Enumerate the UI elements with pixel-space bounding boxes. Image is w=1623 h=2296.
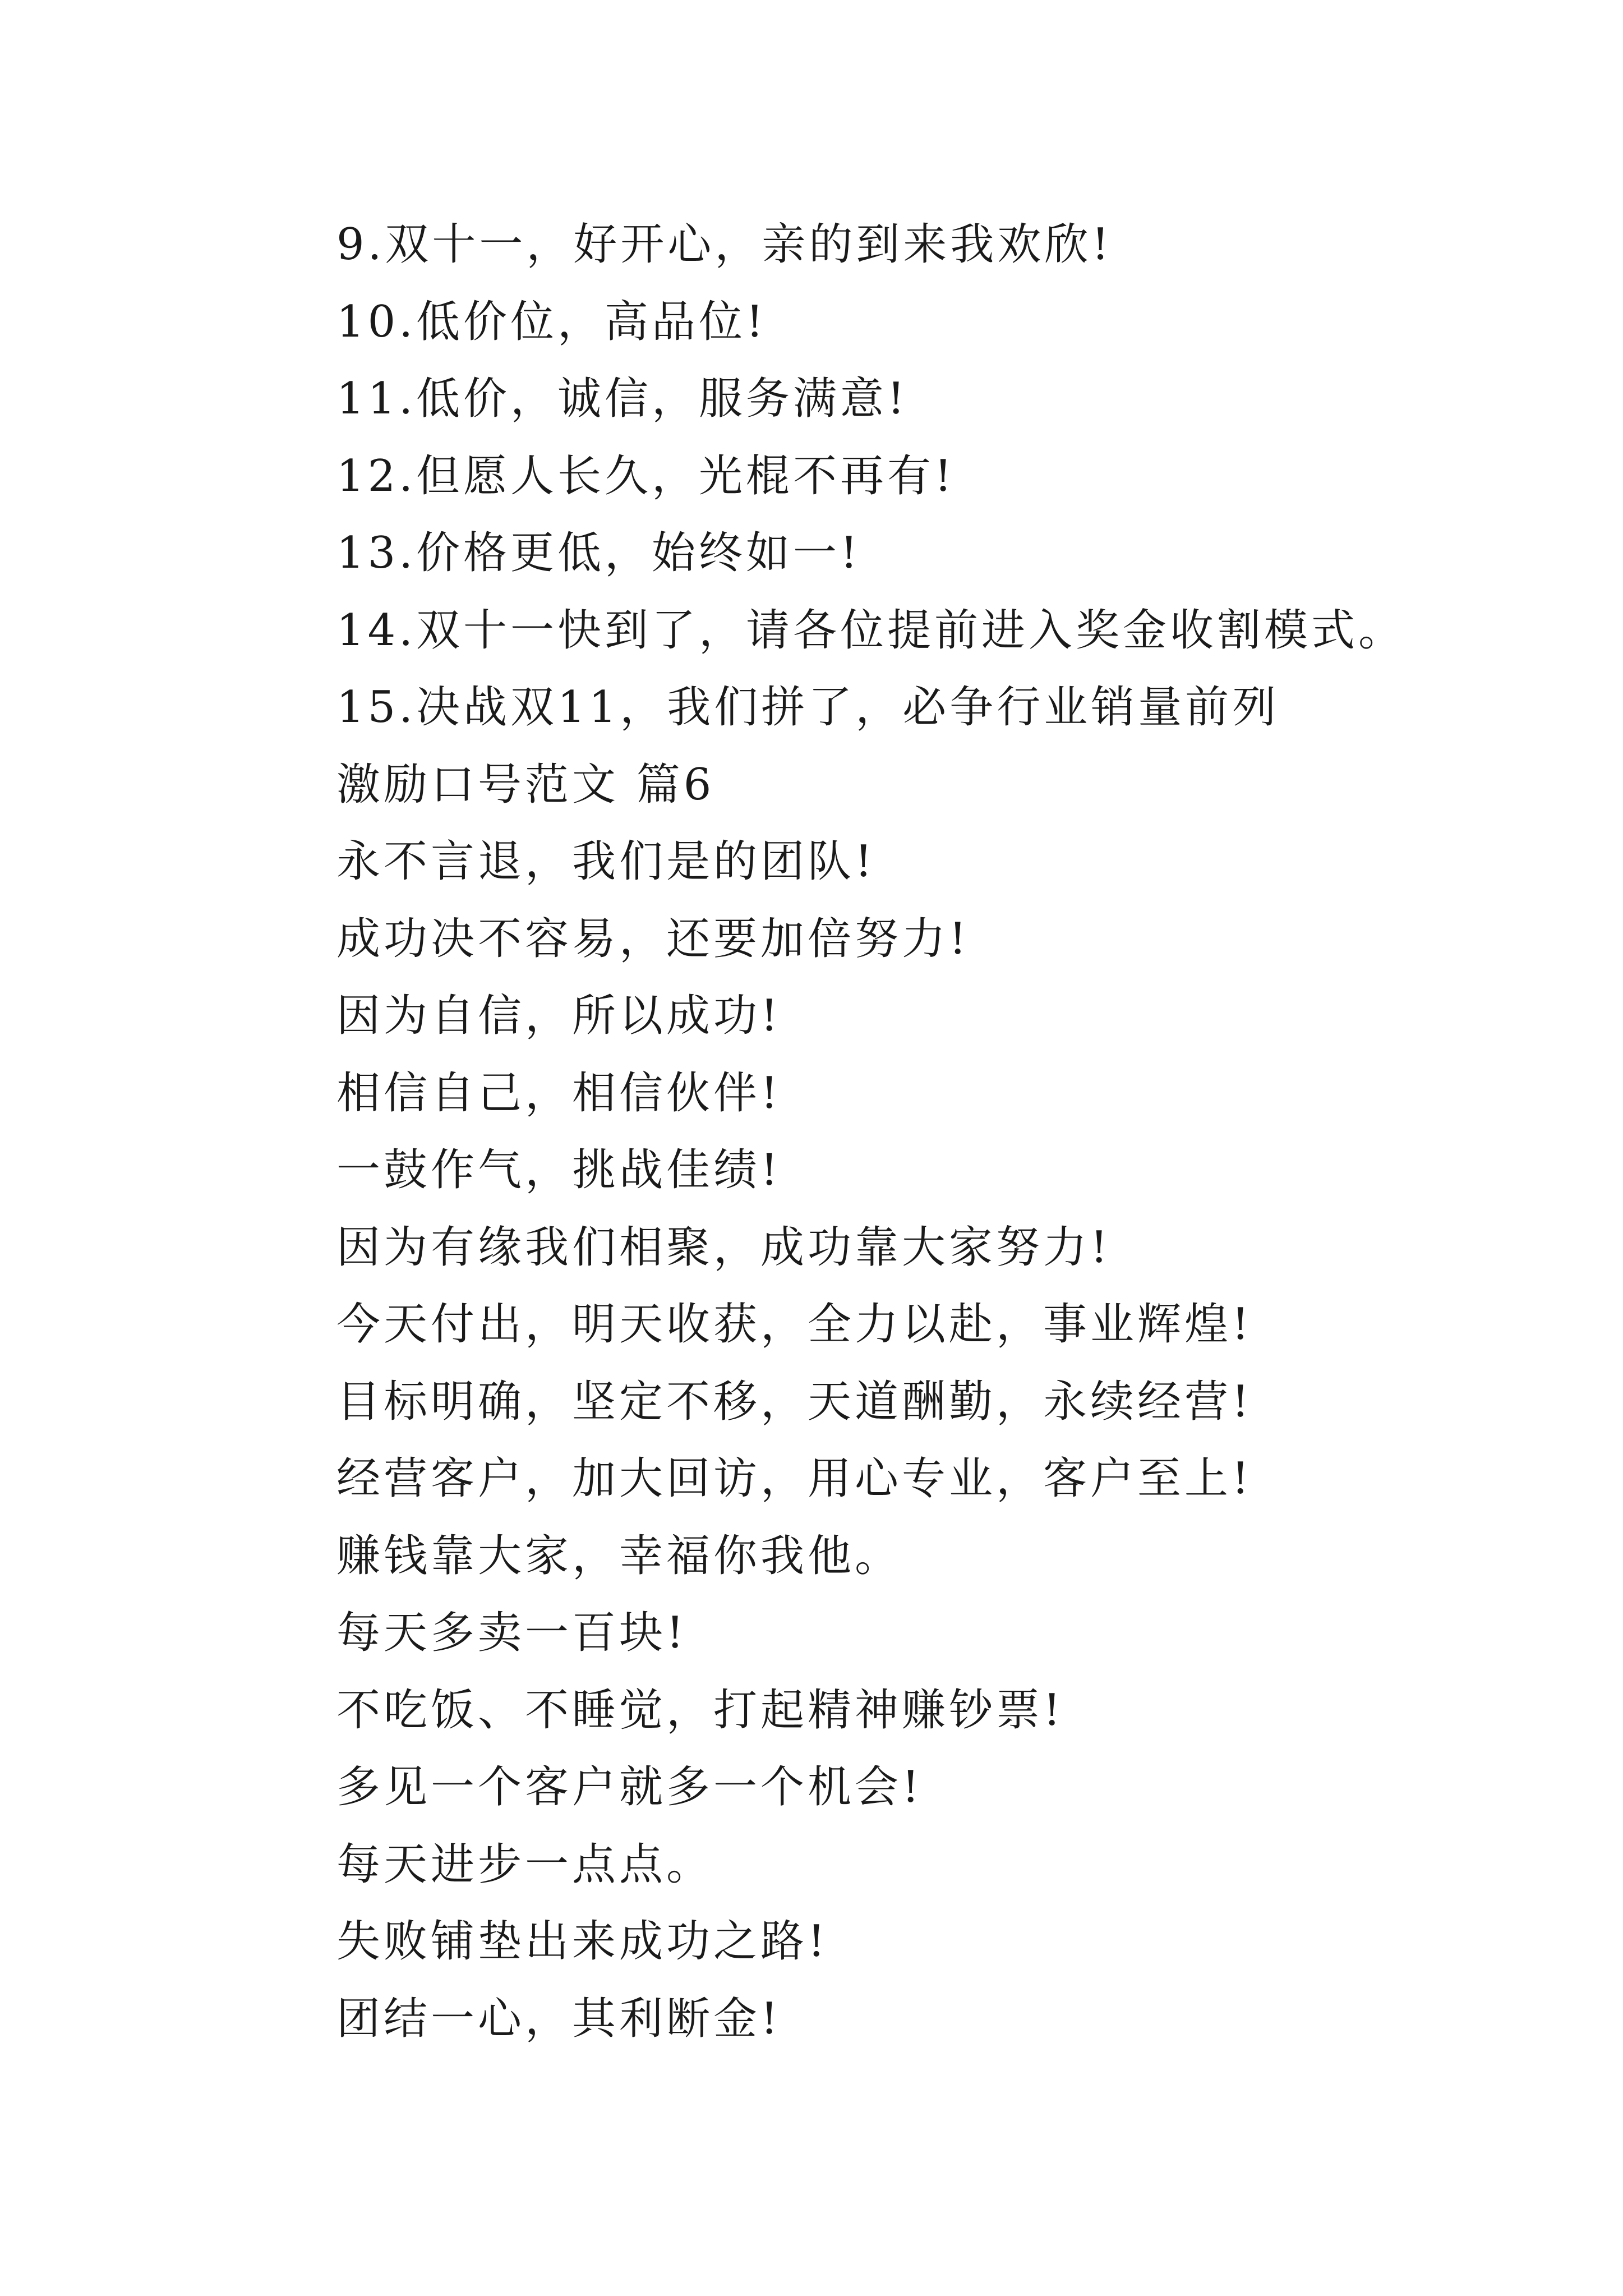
slogan-line: 相信自己，相信伙伴! [336,1068,782,1119]
slogan-line: 多见一个客户就多一个机会! [336,1762,923,1812]
slogan-line: 因为自信，所以成功! [336,991,782,1041]
slogan-line: 失败铺垫出来成功之路! [336,1916,829,1967]
slogan-line: 一鼓作气，挑战佳绩! [336,1145,782,1195]
slogan-line: 每天多卖一百块! [336,1608,688,1658]
slogan-line: 不吃饭、不睡觉，打起精神赚钞票! [336,1685,1064,1736]
slogan-line: 今天付出，明天收获，全力以赴，事业辉煌! [336,1299,1253,1350]
slogan-line: 因为有缘我们相聚，成功靠大家努力! [336,1222,1112,1273]
slogan-line: 目标明确，坚定不移，天道酬勤，永续经营! [336,1376,1253,1427]
slogan-line: 经营客户，加大回访，用心专业，客户至上! [336,1453,1253,1504]
section-heading: 激励口号范文 篇6 [336,759,715,810]
slogan-line: 永不言退，我们是的团队! [336,836,876,887]
slogan-line: 赚钱靠大家，幸福你我他。 [336,1530,902,1581]
list-item-13: 13.价格更低，始终如一! [336,528,861,578]
slogan-line: 每天进步一点点。 [336,1839,714,1890]
slogan-line: 团结一心，其利断金! [336,1993,782,2044]
list-item-10: 10.低价位，高品位! [336,296,767,347]
list-item-11: 11.低价，诚信，服务满意! [336,374,909,424]
list-item-9: 9.双十一，好开心，亲的到来我欢欣! [336,219,1113,270]
document-body [336,206,1514,2058]
list-item-12: 12.但愿人长久，光棍不再有! [336,450,956,501]
list-item-14: 14.双十一快到了，请各位提前进入奖金收割模式。 [336,605,1406,656]
list-item-15: 15.决战双11，我们拼了，必争行业销量前列 [336,682,1280,733]
slogan-line: 成功决不容易，还要加倍努力! [336,913,970,964]
